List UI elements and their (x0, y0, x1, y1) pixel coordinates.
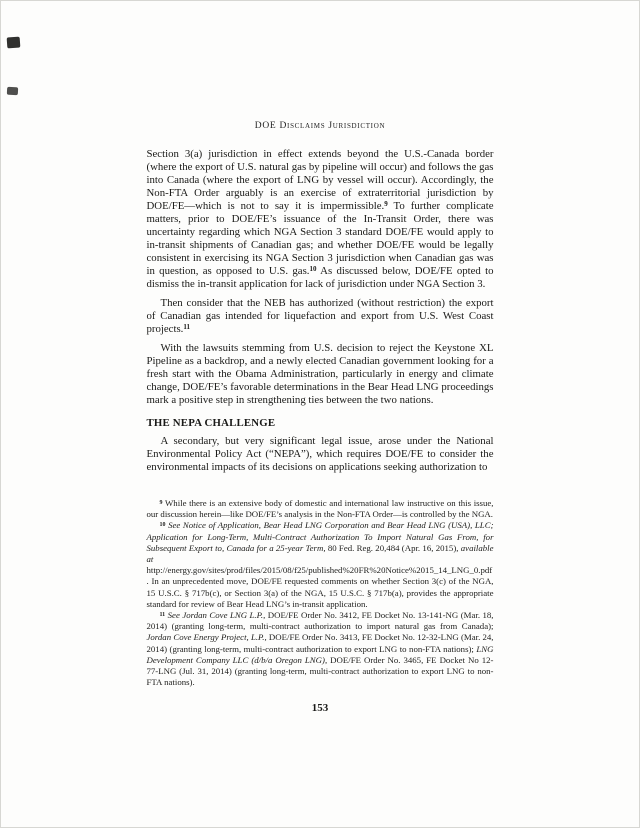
footnote (147, 498, 494, 520)
text-segment: http://energy.gov/sites/prod/files/2015/08/f25/published%20FR%20Notice%2015_14_LNG_0.pdf. In an unprecedented move, DOE/FE requested comments on whether Section 3(c) of the NGA, 15 U.S.C. § 717b(c), or Section 3(a) of the NGA, 15 U.S.C. § 717b(a), provides the appropriate standard for review of Bear Head LNG’s in-transit application. (146, 565, 494, 609)
body-paragraph (147, 342, 494, 407)
text-segment: , DOE/FE Order No. 3412, FE Docket No. 13-141-NG (Mar. 18, 2014) (granting long-term, multi-contract authorization to import natural gas from Canada); (146, 610, 494, 632)
footnote-text (147, 610, 494, 687)
footnote-text (147, 520, 494, 608)
footnote-reference: 9 (384, 199, 388, 208)
footnote-number: 10 (159, 521, 166, 528)
text-segment: available at (146, 542, 494, 565)
text-segment: Jordan Cove Energy Project, L.P. (146, 632, 265, 643)
text-segment: Section 3(a) jurisdiction in effect extends beyond the U.S.-Canada border (where the export of U.S. natural gas by pipeline will occur) and follows the gas into Canada (where the export of LNG by vessel will occur). Accordingly, the Non-FTA Order arguably is an exercise of extraterritorial jurisdiction by DOE/FE—which is not to say it is impermissible. (146, 148, 494, 212)
text-segment: , DOE/FE Order No. 3465, FE Docket No 12-77-LNG (Jul. 31, 2014) (granting long-term, multi-contract authorization to export LNG to non-FTA nations). (146, 654, 494, 688)
running-header: DOE Disclaims Jurisdiction (254, 121, 386, 131)
text-segment: A secondary, but very significant legal issue, arose under the National Environmental Policy Act (“NEPA”), which requires DOE/FE to consider the environmental impacts of its decisions on applications seeking authorization to (146, 435, 494, 473)
footnote-number: 11 (159, 611, 166, 618)
text-segment: While there is an extensive body of domestic and international law instructive on this issue, our discussion herein—like DOE/FE’s analysis in the Non-FTA Order—is controlled by the NGA. (146, 498, 494, 520)
footnote (147, 520, 494, 610)
footnote-number: 9 (159, 499, 163, 506)
footnotes-section (147, 498, 494, 688)
text-segment: LNG Development Company LLC (d/b/a Oregon LNG) (146, 643, 494, 665)
page-number: 153 (311, 702, 329, 715)
body-paragraph (147, 148, 494, 291)
scan-artifact (7, 37, 21, 49)
body-paragraph (147, 435, 494, 474)
text-segment: With the lawsuits stemming from U.S. decision to reject the Keystone XL Pipeline as a backdrop, and a newly elected Canadian government looking for a fresh start with the Obama Administration, particularly in energy and climate change, DOE/FE’s favorable determinations in the Bear Head LNG proceedings mark a positive step in strengthening ties between the two nations. (146, 342, 494, 406)
text-segment: To further complicate matters, prior to DOE/FE’s issuance of the In-Transit Order, there was uncertainty regarding which NGA Section 3 standard DOE/FE would apply to in-transit shipments of Canadian gas; and whether DOE/FE would be legally consistent in exercising its NGA Section 3 jurisdiction when Canadian gas was in question, as opposed to U.S. gas. (146, 200, 494, 277)
footnote-text (147, 498, 494, 519)
footnote-reference: 11 (183, 322, 191, 331)
section-heading: THE NEPA CHALLENGE (146, 417, 276, 429)
text-block (147, 1, 494, 714)
body-paragraph (147, 297, 494, 336)
text-segment: 80 Fed. Reg. 20,484 (Apr. 16, 2015), (325, 542, 461, 553)
text-segment: See Notice of Application, Bear Head LNG Corporation and Bear Head LNG (USA), LLC; Application for Long-Term, Multi-Contract Authorization To Import Natural Gas From, for Subsequent Export to, Canada for a 25-year Term, (146, 520, 494, 553)
scan-artifact (7, 87, 18, 96)
footnote-reference: 10 (309, 264, 317, 273)
text-segment: Then consider that the NEB has authorized (without restriction) the export of Canadian gas intended for liquefaction and export from U.S. West Coast projects. (146, 297, 494, 335)
text-segment: , DOE/FE Order No. 3413, FE Docket No. 12-32-LNG (Mar. 24, 2014) (granting long-term, multi-contract authorization to export LNG to non-FTA nations); (146, 632, 494, 654)
footnote (147, 610, 494, 688)
text-segment: See Jordan Cove LNG L.P. (167, 610, 264, 621)
text-segment: As discussed below, DOE/FE opted to dismiss the in-transit application for lack of jurisdiction under NGA Section 3. (146, 265, 494, 290)
